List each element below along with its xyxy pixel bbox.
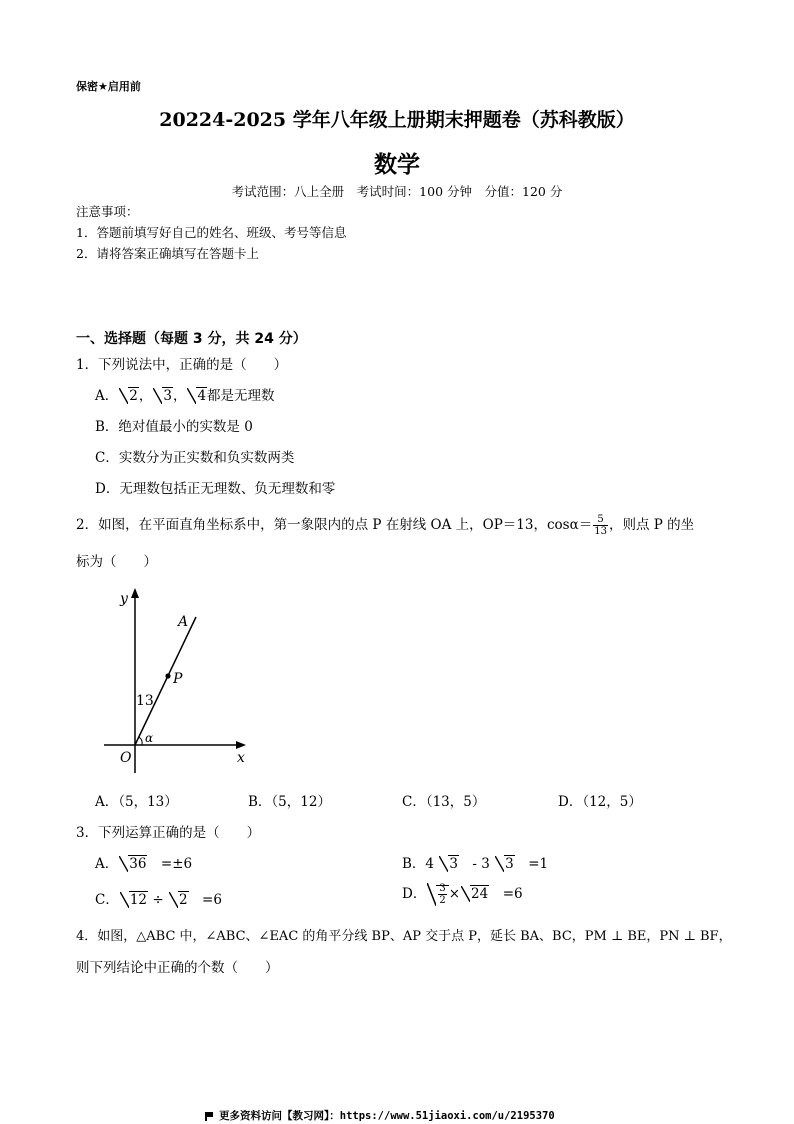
radicand: 3 <box>505 856 514 872</box>
sqrt-icon <box>153 388 173 404</box>
sqrt-icon <box>119 388 139 404</box>
option-text: =±6 <box>147 856 193 872</box>
note-item-1: 1．答题前填写好自己的姓名、班级、考号等信息 <box>76 225 347 240</box>
radicand: 3 <box>449 856 458 872</box>
stem-text: 2．如图，在平面直角坐标系中，第一象限内的点 P 在射线 OA 上，OP＝13，cosα＝ <box>76 517 593 533</box>
coordinate-figure <box>100 585 260 775</box>
question-2-option-b: B．（5，12） <box>248 794 331 810</box>
question-1-option-c: C．实数分为正实数和负实数两类 <box>95 450 295 466</box>
option-text: 都是无理数 <box>207 388 275 404</box>
angle-alpha-label: α <box>145 731 154 745</box>
radicand: 2 <box>178 892 188 908</box>
radicand: 24 <box>471 886 489 902</box>
fraction <box>438 883 446 906</box>
sqrt-icon <box>495 856 515 872</box>
y-axis-label: y <box>120 591 128 607</box>
question-1-option-d: D．无理数包括正无理数、负无理数和零 <box>95 481 336 497</box>
option-text: =1 <box>514 856 549 872</box>
fraction <box>593 514 608 537</box>
numerator: 3 <box>439 883 446 894</box>
radicand: 12 <box>129 892 148 908</box>
separator: ， <box>138 388 153 404</box>
sqrt-icon <box>187 388 207 404</box>
point-a-label: A <box>178 614 189 630</box>
option-letter: A． <box>95 856 119 872</box>
radicand: 4 <box>197 388 207 404</box>
y-axis-arrow-icon <box>131 588 139 598</box>
origin-label: O <box>120 750 132 766</box>
question-3-option-a <box>95 852 192 872</box>
question-3-option-b <box>402 852 548 872</box>
question-3-option-c <box>95 888 222 908</box>
secret-label: 保密★启用前 <box>76 80 141 93</box>
denominator: 13 <box>594 526 607 537</box>
question-1-stem: 1．下列说法中，正确的是（ ） <box>76 357 288 373</box>
question-1-option-a <box>95 384 275 404</box>
separator: ， <box>172 388 187 404</box>
sqrt-icon <box>461 886 489 902</box>
question-2-stem <box>76 513 694 537</box>
flag-icon <box>205 1112 215 1121</box>
radicand: 2 <box>129 388 138 404</box>
exam-title: 20224-2025 学年八年级上册期末押题卷（苏科教版） <box>159 109 635 131</box>
x-axis-arrow-icon <box>236 741 246 749</box>
radicand: 3 <box>163 388 172 404</box>
section-heading-choice: 一、选择题（每题 3 分，共 24 分） <box>76 331 307 347</box>
option-text: =6 <box>188 892 222 908</box>
radicand <box>436 883 448 906</box>
question-3-option-d <box>402 882 523 906</box>
sqrt-icon <box>120 892 148 908</box>
sqrt-icon <box>169 892 189 908</box>
segment-length-label: 13 <box>136 693 154 709</box>
note-item-2: 2．请将答案正确填写在答题卡上 <box>76 246 259 261</box>
option-text: × <box>448 886 461 902</box>
sqrt-icon <box>119 856 147 872</box>
option-letter: A． <box>95 388 119 404</box>
sqrt-icon <box>427 883 448 906</box>
subject-title: 数学 <box>374 152 420 178</box>
x-axis-label: x <box>237 750 245 766</box>
option-text: ÷ <box>148 892 168 908</box>
radicand: 36 <box>129 856 147 872</box>
question-1-option-b: B．绝对值最小的实数是 0 <box>95 419 253 435</box>
point-p-label: P <box>173 671 183 687</box>
point-p <box>165 673 170 678</box>
question-2-stem-cont: 标为（ ） <box>76 554 157 570</box>
ray-oa <box>135 617 196 745</box>
notes-heading: 注意事项： <box>76 204 139 219</box>
footer-link[interactable] <box>205 1108 555 1123</box>
stem-text: ，则点 P 的坐 <box>608 517 695 533</box>
question-4-stem: 4．如图，△ABC 中，∠ABC、∠EAC 的角平分线 BP、AP 交于点 P，延长 BA、BC，PM ⊥ BE，PN ⊥ BF， <box>76 929 732 944</box>
option-letter: D． <box>402 886 427 902</box>
option-text: - 3 <box>458 856 490 872</box>
denominator: 2 <box>439 895 446 906</box>
question-3-stem: 3．下列运算正确的是（ ） <box>76 825 261 841</box>
question-2-option-d: D．（12，5） <box>558 794 642 810</box>
question-4-stem-cont: 则下列结论中正确的个数（ ） <box>76 960 279 976</box>
footer-text: 更多资料访问【教习网】：https://www.51jiaoxi.com/u/2195370 <box>219 1110 555 1122</box>
question-2-option-c: C．（13，5） <box>402 794 486 810</box>
option-letter: C． <box>95 892 119 908</box>
numerator: 5 <box>593 514 608 526</box>
angle-arc <box>139 737 142 745</box>
question-2-option-a: A．（5，13） <box>95 794 178 810</box>
sqrt-icon <box>439 856 459 872</box>
exam-info: 考试范围：八上全册 考试时间：100 分钟 分值：120 分 <box>231 184 563 199</box>
option-text: =6 <box>489 886 523 902</box>
option-letter: B．4 <box>402 856 435 872</box>
